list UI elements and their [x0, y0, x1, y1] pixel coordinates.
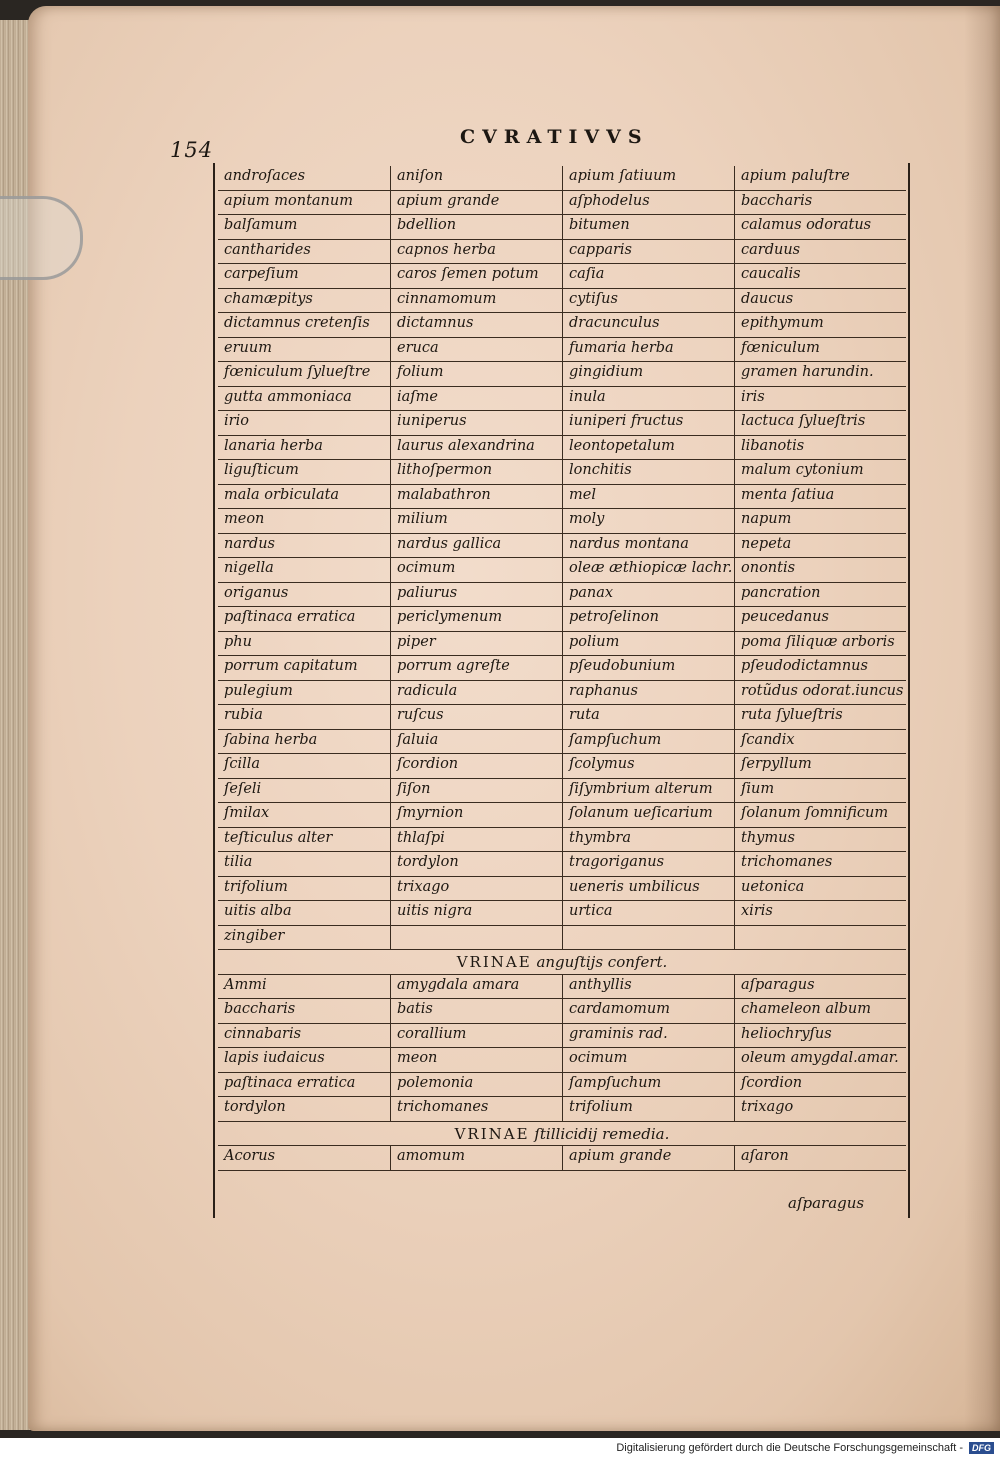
table-cell: ſmyrnion [390, 803, 562, 827]
table-cell: cardamomum [562, 999, 734, 1023]
table-cell: ſabina herba [224, 731, 318, 748]
table-row [218, 460, 906, 485]
table-cell: paſtinaca erratica [224, 609, 356, 625]
table-cell: nardus [224, 535, 275, 552]
section-heading-main: VRINAE [456, 953, 532, 971]
table-row [218, 1097, 906, 1122]
table-cell: apium montanum [224, 192, 353, 209]
table-row [218, 362, 906, 387]
table-cell: nardus montana [562, 534, 734, 558]
table-cell: irio [224, 413, 249, 429]
table-cell: cinnabaris [224, 1025, 302, 1042]
table-cell: urtica [562, 901, 734, 925]
table-cell: ſerpyllum [734, 754, 906, 778]
table-cell: trichomanes [734, 852, 906, 876]
table-cell: nardus gallica [390, 534, 562, 558]
table-cell: piper [390, 632, 562, 656]
table-cell [562, 926, 734, 950]
table-row [218, 779, 906, 804]
table-cell: petroſelinon [562, 607, 734, 631]
table-cell: androſaces [224, 168, 306, 184]
table-cell: bdellion [390, 215, 562, 239]
table-cell: meon [390, 1048, 562, 1072]
table-cell: nepeta [734, 534, 906, 558]
table-row [218, 558, 906, 583]
table-cell: eruum [224, 339, 272, 356]
table-row [218, 509, 906, 534]
table-cell: pſeudodictamnus [734, 656, 906, 680]
table-cell: caſia [562, 264, 734, 288]
table-cell: lonchitis [562, 460, 734, 484]
table-cell: rubia [224, 707, 263, 723]
table-cell: capnos herba [390, 240, 562, 264]
table-row [218, 803, 906, 828]
table-cell: ſcordion [734, 1073, 906, 1097]
table-cell: iaſme [390, 387, 562, 411]
table-cell: chameleon album [734, 999, 906, 1023]
table-cell: oleum amygdal.amar. [734, 1048, 906, 1072]
table-cell: gutta ammoniaca [224, 388, 352, 405]
table-cell: ocimum [562, 1048, 734, 1072]
table-cell: inula [562, 387, 734, 411]
table-cell: pancration [734, 583, 906, 607]
table-cell: trixago [390, 877, 562, 901]
table-row [218, 436, 906, 461]
table-cell: carpeſium [224, 266, 299, 282]
table-cell: malabathron [390, 485, 562, 509]
table-cell: phu [224, 633, 252, 650]
page-number: 154 [170, 138, 214, 162]
table-cell: malum cytonium [734, 460, 906, 484]
table-row [218, 1073, 906, 1098]
table-row [218, 411, 906, 436]
table-cell: pſeudobunium [562, 656, 734, 680]
table-row [218, 387, 906, 412]
table-cell: teſticulus alter [224, 829, 333, 846]
table-cell: tragoriganus [562, 852, 734, 876]
table-cell: apium ſatiuum [562, 166, 734, 190]
table-cell: apium grande [390, 191, 562, 215]
table-cell: Acorus [224, 1148, 276, 1164]
table-cell: thymbra [562, 828, 734, 852]
table-cell: mala orbiculata [224, 486, 340, 503]
table-cell: anthyllis [562, 975, 734, 999]
catchword: aſparagus [788, 1194, 865, 1212]
table-cell: origanus [224, 584, 289, 601]
section-heading [218, 1122, 906, 1147]
table-cell: thymus [734, 828, 906, 852]
table-cell: lapis iudaicus [224, 1050, 325, 1066]
table-row [218, 828, 906, 853]
table-row [218, 730, 906, 755]
table-cell: uitis nigra [390, 901, 562, 925]
table-cell: aſparagus [734, 975, 906, 999]
table-cell: corallium [390, 1024, 562, 1048]
table-cell: fumaria herba [562, 338, 734, 362]
table-cell: liguſticum [224, 462, 299, 478]
table-row [218, 485, 906, 510]
table-row [218, 215, 906, 240]
table-cell: cinnamomum [390, 289, 562, 313]
table-cell: ſeſeli [224, 780, 262, 797]
table-row [218, 852, 906, 877]
table-row [218, 999, 906, 1024]
table-cell: meon [224, 511, 265, 527]
table-cell: ſmilax [224, 805, 270, 821]
table-cell: balſamum [224, 217, 298, 233]
table-cell: radicula [390, 681, 562, 705]
table-cell: leontopetalum [562, 436, 734, 460]
section-heading [218, 950, 906, 975]
table-cell: uitis alba [224, 903, 292, 919]
table-row [218, 166, 906, 191]
bookmark-clip [0, 196, 83, 280]
table-cell: chamæpitys [224, 290, 313, 307]
table-row [218, 632, 906, 657]
table-cell: amomum [390, 1146, 562, 1170]
table-cell: capparis [562, 240, 734, 264]
table-cell: ſcilla [224, 756, 261, 772]
table-row [218, 1048, 906, 1073]
table-cell: polemonia [390, 1073, 562, 1097]
table-cell: ſcordion [390, 754, 562, 778]
table-cell: ſcolymus [562, 754, 734, 778]
table-cell: ruſcus [390, 705, 562, 729]
footer-text: Digitalisierung gefördert durch die Deutsche Forschungsgemeinschaft - [616, 1441, 963, 1454]
table-cell: porrum agreſte [390, 656, 562, 680]
table-row [218, 926, 906, 951]
table-cell: heliochryſus [734, 1024, 906, 1048]
table-cell: trichomanes [390, 1097, 562, 1121]
table-cell: ocimum [390, 558, 562, 582]
section-heading-sub: anguſtijs confert. [536, 953, 668, 971]
table-cell: libanotis [734, 436, 906, 460]
table-cell: carduus [734, 240, 906, 264]
table-cell: iuniperus [390, 411, 562, 435]
table-cell: eruca [390, 338, 562, 362]
table-cell: ſium [734, 779, 906, 803]
table-cell: lanaria herba [224, 437, 323, 454]
table-row [218, 681, 906, 706]
running-head: CVRATIVVS [460, 126, 649, 148]
table-cell: napum [734, 509, 906, 533]
table-cell: oleæ æthiopicæ lachr. [562, 558, 734, 582]
table-cell: daucus [734, 289, 906, 313]
table-cell: iuniperi fructus [562, 411, 734, 435]
table-cell: Ammi [224, 976, 267, 993]
table-cell: peucedanus [734, 607, 906, 631]
table-cell: gingidium [562, 362, 734, 386]
table-cell: gramen harundin. [734, 362, 906, 386]
table-row [218, 191, 906, 216]
table-cell: bitumen [562, 215, 734, 239]
table-cell: laurus alexandrina [390, 436, 562, 460]
table-row [218, 877, 906, 902]
table-row [218, 901, 906, 926]
table-cell: aſaron [734, 1146, 906, 1170]
table-cell: cantharides [224, 241, 311, 258]
table-cell: uetonica [734, 877, 906, 901]
table-cell [390, 926, 562, 950]
table-cell: pulegium [224, 682, 293, 699]
table-cell: trixago [734, 1097, 906, 1121]
table-cell: ſiſon [390, 779, 562, 803]
table-cell: graminis rad. [562, 1024, 734, 1048]
table-row [218, 313, 906, 338]
table-row [218, 1146, 906, 1171]
table-cell: zingiber [224, 927, 285, 944]
table-cell: polium [562, 632, 734, 656]
table-cell: periclymenum [390, 607, 562, 631]
table-cell: batis [390, 999, 562, 1023]
table-cell: lactuca ſylueſtris [734, 411, 906, 435]
table-cell: ruta [562, 705, 734, 729]
table-cell: ruta ſylueſtris [734, 705, 906, 729]
table-row [218, 975, 906, 1000]
table-cell: caros ſemen potum [390, 264, 562, 288]
table-cell: tilia [224, 854, 253, 870]
table-cell: baccharis [224, 1001, 296, 1017]
table-cell: caucalis [734, 264, 906, 288]
table-cell: baccharis [734, 191, 906, 215]
table-cell: porrum capitatum [224, 658, 358, 674]
table-cell: amygdala amara [390, 975, 562, 999]
table-cell: panax [562, 583, 734, 607]
table-cell: trifolium [224, 878, 288, 895]
table-cell: apium grande [562, 1146, 734, 1170]
table-row [218, 607, 906, 632]
table-cell: dracunculus [562, 313, 734, 337]
table-cell: fœniculum ſylueſtre [224, 364, 371, 380]
table-cell: onontis [734, 558, 906, 582]
table-cell: xiris [734, 901, 906, 925]
table-cell: lithoſpermon [390, 460, 562, 484]
table-cell: ſampſuchum [562, 1073, 734, 1097]
table-cell: menta ſatiua [734, 485, 906, 509]
table-row [218, 583, 906, 608]
table-cell: cytiſus [562, 289, 734, 313]
table-row [218, 289, 906, 314]
section-heading-sub: ſtillicidij remedia. [534, 1124, 670, 1143]
table-cell: paliurus [390, 583, 562, 607]
table-cell: epithymum [734, 313, 906, 337]
table-cell: paſtinaca erratica [224, 1074, 356, 1091]
table-cell: milium [390, 509, 562, 533]
table-cell: calamus odoratus [734, 215, 906, 239]
table-cell: aniſon [390, 166, 562, 190]
table-cell: poma ſiliquæ arboris [734, 632, 906, 656]
table-cell: nigella [224, 560, 274, 576]
table-cell: rotũdus odorat.iuncus [734, 681, 906, 705]
table-cell: mel [562, 485, 734, 509]
table-cell: ſolanum ſomnificum [734, 803, 906, 827]
table-row [218, 264, 906, 289]
table-cell: tordylon [390, 852, 562, 876]
table-cell: ſolanum ueſicarium [562, 803, 734, 827]
table-cell: iris [734, 387, 906, 411]
table-cell: ſiſymbrium alterum [562, 779, 734, 803]
table-row [218, 656, 906, 681]
table-cell: dictamnus [390, 313, 562, 337]
section-heading-main: VRINAE [454, 1124, 530, 1143]
table-cell [734, 926, 906, 950]
table-cell: folium [390, 362, 562, 386]
table-cell: ſampſuchum [562, 730, 734, 754]
table-cell: dictamnus cretenſis [224, 315, 370, 331]
table-cell: ſcandix [734, 730, 906, 754]
table-cell: aſphodelus [562, 191, 734, 215]
table-cell: ueneris umbilicus [562, 877, 734, 901]
table-row [218, 240, 906, 265]
table-cell: ſaluia [390, 730, 562, 754]
footer-bar [0, 1438, 1000, 1457]
table-row [218, 754, 906, 779]
table-row [218, 705, 906, 730]
table-cell: moly [562, 509, 734, 533]
table-cell: thlaſpi [390, 828, 562, 852]
dfg-logo: DFG [969, 1442, 994, 1454]
table-cell: trifolium [562, 1097, 734, 1121]
table-cell: fœniculum [734, 338, 906, 362]
table-cell: raphanus [562, 681, 734, 705]
table-row [218, 1024, 906, 1049]
table-cell: apium paluſtre [734, 166, 906, 190]
table-cell: tordylon [224, 1099, 286, 1115]
table-row [218, 534, 906, 559]
table-row [218, 338, 906, 363]
